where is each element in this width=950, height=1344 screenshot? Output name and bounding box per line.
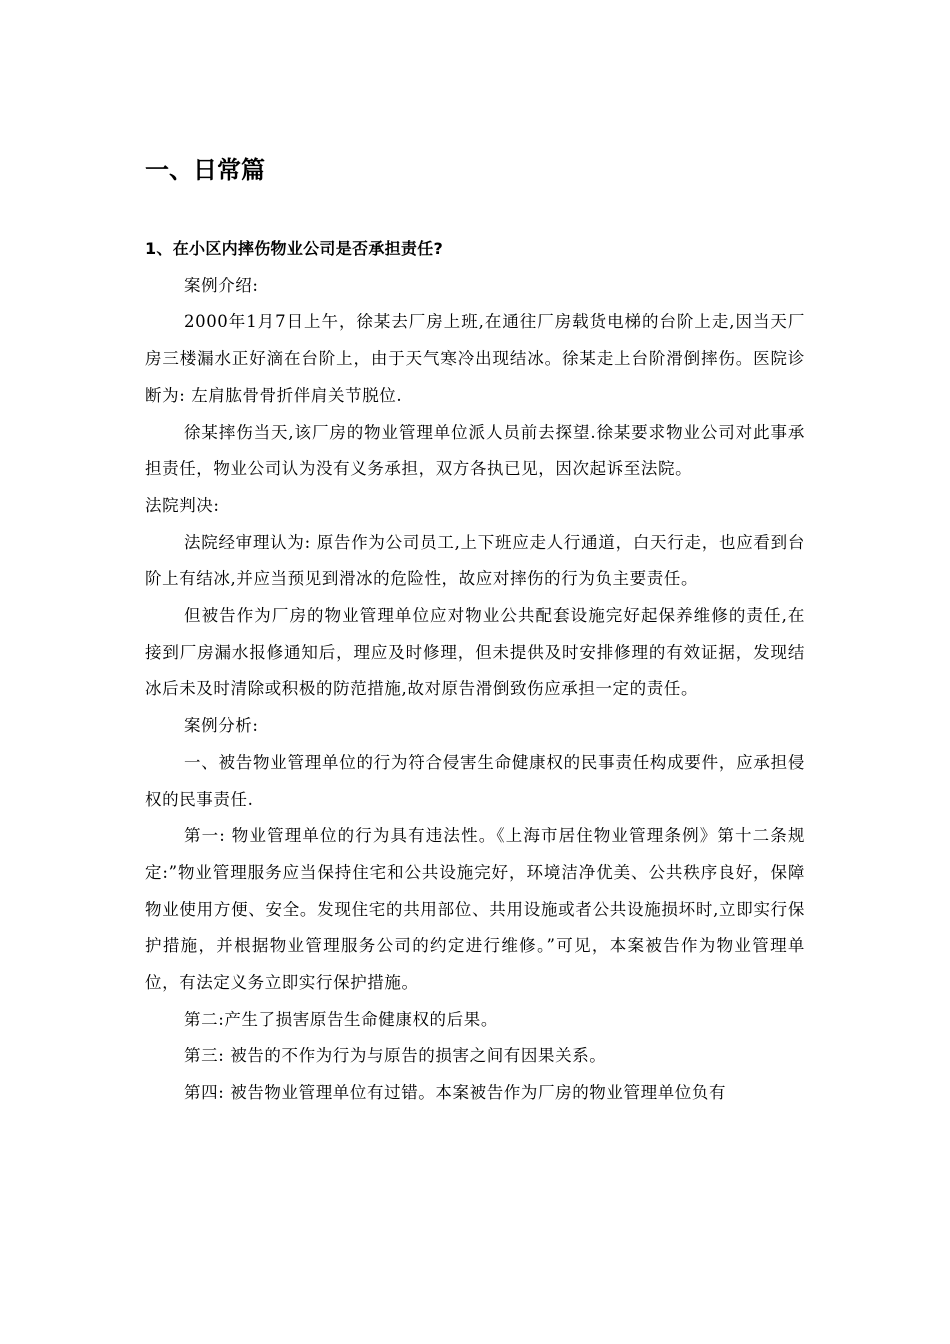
analysis-paragraph: 第一: 物业管理单位的行为具有违法性。《上海市居住物业管理条例》第十二条规定:”物业管理服务应当保持住宅和公共设施完好，环境洁净优美、公共秩序良好，保障物业使用方便、安全。发现住宅的共用部位、共用设施或者公共设施损坏时,立即实行保护措施，并根据物业管理服务公司的约定进行维修。”可见，本案被告作为物业管理单位，有法定义务立即实行保护措施。: [145, 826, 805, 993]
document-body: [145, 231, 805, 1112]
case-intro-paragraph: 2000年1月7日上午，徐某去厂房上班,在通往厂房载货电梯的台阶上走,因当天厂房三楼漏水正好滴在台阶上，由于天气寒冷出现结冰。徐某走上台阶滑倒摔伤。医院诊断为: 左肩肱骨骨折伴肩关节脱位.: [145, 312, 805, 405]
analysis-paragraph: 一、被告物业管理单位的行为符合侵害生命健康权的民事责任构成要件，应承担侵权的民事责任.: [145, 752, 805, 809]
court-judgment-label: 法院判决:: [145, 495, 220, 515]
judgment-paragraph: 但被告作为厂房的物业管理单位应对物业公共配套设施完好起保养维修的责任,在接到厂房漏水报修通知后，理应及时修理，但未提供及时安排修理的有效证据，发现结冰后未及时清除或积极的防范措施,故对原告滑倒致伤应承担一定的责任。: [145, 606, 805, 699]
analysis-paragraph: 第二:产生了损害原告生命健康权的后果。: [184, 1009, 498, 1029]
judgment-paragraph: 法院经审理认为: 原告作为公司员工,上下班应走人行通道，白天行走，也应看到台阶上有结冰,并应当预见到滑冰的危险性，故应对摔伤的行为负主要责任。: [145, 532, 805, 589]
chapter-title: 一、日常篇: [145, 156, 265, 184]
case-analysis-label: 案例分析:: [184, 716, 259, 736]
section-heading: 1、在小区内摔伤物业公司是否承担责任?: [145, 239, 444, 258]
analysis-paragraph: 第四: 被告物业管理单位有过错。本案被告作为厂房的物业管理单位负有: [184, 1083, 727, 1103]
analysis-paragraph: 第三: 被告的不作为行为与原告的损害之间有因果关系。: [184, 1046, 607, 1066]
case-intro-label: 案例介绍:: [184, 275, 259, 295]
case-intro-paragraph: 徐某摔伤当天,该厂房的物业管理单位派人员前去探望.徐某要求物业公司对此事承担责任，物业公司认为没有义务承担，双方各执已见，因次起诉至法院。: [145, 422, 805, 479]
